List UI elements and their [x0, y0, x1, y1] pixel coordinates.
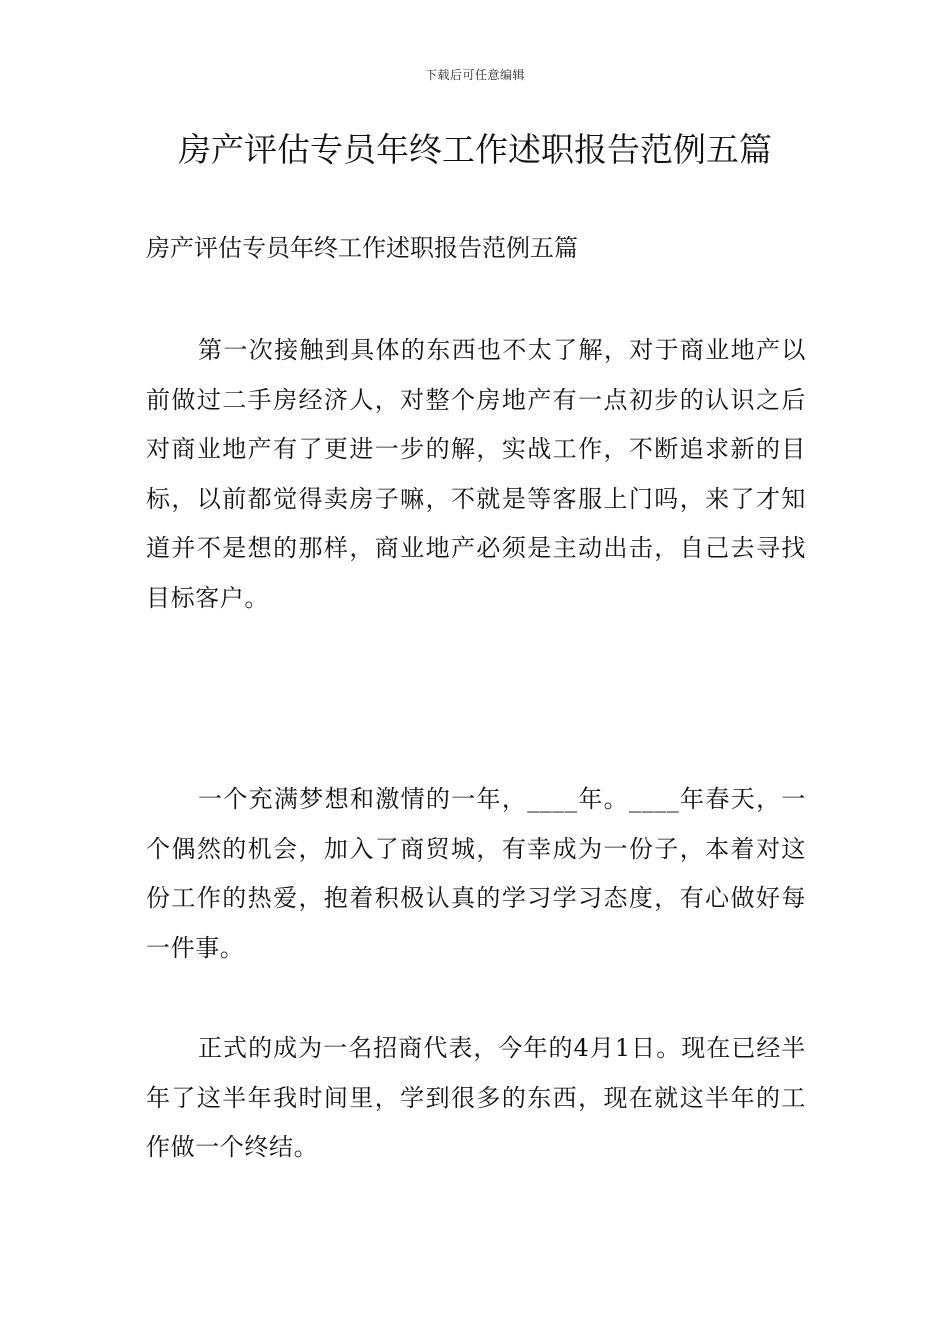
document-title: 房产评估专员年终工作述职报告范例五篇 — [178, 130, 772, 169]
header-note: 下载后可任意编辑 — [424, 68, 525, 82]
paragraph-1: 第一次接触到具体的东西也不太了解，对于商业地产以前做过二手房经济人，对整个房地产有一点初步的认识之后对商业地产有了更进一步的解，实战工作，不断追求新的目标，以前都觉得卖房子嘛，不就是等客服上门吗，来了才知道并不是想的那样，商业地产必须是主动出击，自己去寻找目标客户。 — [146, 336, 806, 612]
paragraph-2: 一个充满梦想和激情的一年，____年。____年春天，一个偶然的机会，加入了商贸城，有幸成为一份子，本着对这份工作的热爱，抱着积极认真的学习学习态度，有心做好每一件事。 — [146, 785, 806, 962]
document-subtitle: 房产评估专员年终工作述职报告范例五篇 — [146, 234, 578, 262]
paragraph-3: 正式的成为一名招商代表，今年的4月1日。现在已经半年了这半年我时间里，学到很多的东西，现在就这半年的工作做一个终结。 — [146, 1034, 806, 1161]
